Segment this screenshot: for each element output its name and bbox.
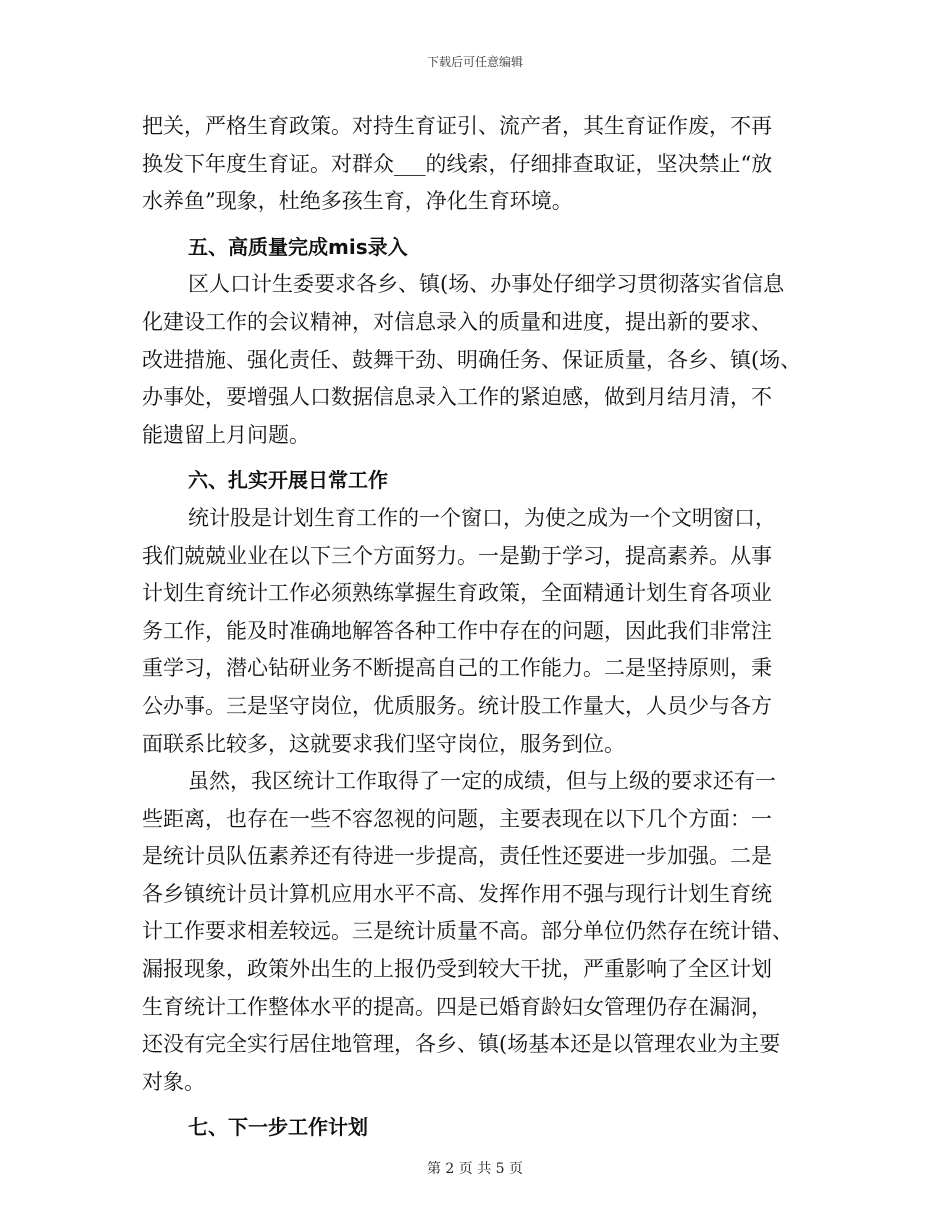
paragraph-line: 务工作，能及时准确地解答各种工作中存在的问题，因此我们非常注 <box>142 618 772 643</box>
paragraph-line: 我们兢兢业业在以下三个方面努力。一是勤于学习，提高素养。从事 <box>142 543 772 568</box>
paragraph-line: 公办事。三是坚守岗位，优质服务。统计股工作量大，人员少与各方 <box>142 693 772 718</box>
paragraph-line: 区人口计生委要求各乡、镇(场、办事处仔细学习贯彻落实省信息 <box>188 272 785 297</box>
page-number: 第 2 页 共 5 页 <box>426 1161 524 1177</box>
document-body <box>142 108 822 1147</box>
paragraph-line: 些距离，也存在一些不容忽视的问题，主要表现在以下几个方面：一 <box>142 806 772 831</box>
paragraph-line: 是统计员队伍素养还有待进一步提高，责任性还要进一步加强。二是 <box>142 844 772 869</box>
paragraph-line: 把关，严格生育政策。对持生育证引、流产者，其生育证作废，不再 <box>142 114 772 138</box>
paragraph-line: 还没有完全实行居住地管理，各乡、镇(场基本还是以管理农业为主要 <box>142 1032 781 1057</box>
page-header: 下载后可任意编辑 <box>426 55 523 69</box>
section-heading: 五、高质量完成mis录入 <box>188 234 408 259</box>
paragraph-line: 计划生育统计工作必须熟练掌握生育政策，全面精通计划生育各项业 <box>142 581 772 606</box>
paragraph-line: 计工作要求相差较远。三是统计质量不高。部分单位仍然存在统计错、 <box>142 919 793 944</box>
section-heading: 六、扎实开展日常工作 <box>188 468 388 493</box>
section-heading: 七、下一步工作计划 <box>188 1115 368 1140</box>
paragraph-line: 办事处，要增强人口数据信息录入工作的紧迫感，做到月结月清，不 <box>142 385 772 410</box>
paragraph-line: 虽然，我区统计工作取得了一定的成绩，但与上级的要求还有一 <box>188 769 776 794</box>
paragraph-line: 各乡镇统计员计算机应用水平不高、发挥作用不强与现行计划生育统 <box>142 881 772 906</box>
paragraph-line: 漏报现象，政策外出生的上报仍受到较大干扰，严重影响了全区计划 <box>142 957 772 982</box>
paragraph-line: 能遗留上月问题。 <box>142 422 310 447</box>
paragraph-line: 改进措施、强化责任、鼓舞干劲、明确任务、保证质量，各乡、镇(场、 <box>142 347 802 372</box>
paragraph-line: 生育统计工作整体水平的提高。四是已婚育龄妇女管理仍存在漏洞， <box>142 994 772 1019</box>
paragraph-line: 水养鱼”现象，杜绝多孩生育，净化生育环境。 <box>142 189 573 214</box>
paragraph-line: 统计股是计划生育工作的一个窗口，为使之成为一个文明窗口， <box>188 505 776 530</box>
paragraph-line: 面联系比较多，这就要求我们坚守岗位，服务到位。 <box>142 731 625 756</box>
paragraph-line: 重学习，潜心钻研业务不断提高自己的工作能力。二是坚持原则，秉 <box>142 656 772 681</box>
paragraph-line: 换发下年度生育证。对群众___的线索，仔细排查取证，坚决禁止“放 <box>142 151 773 176</box>
paragraph-line: 对象。 <box>142 1069 205 1094</box>
paragraph-line: 化建设工作的会议精神，对信息录入的质量和进度，提出新的要求、 <box>142 309 772 334</box>
